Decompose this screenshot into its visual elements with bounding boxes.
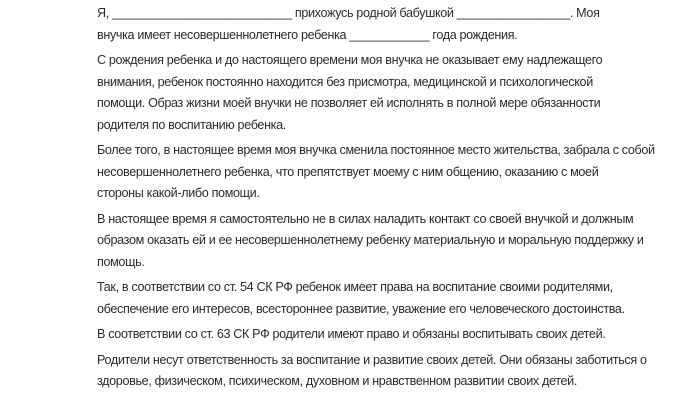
- text-line: внимания, ребенок постоянно находится без присмотра, медицинской и психологической: [97, 74, 593, 89]
- text-line: обеспечение его интересов, всестороннее развитие, уважение его человеческого достоинства.: [97, 301, 625, 316]
- text-line: Я, ___________________________ прихожусь родной бабушкой _________________. Моя: [97, 6, 600, 20]
- paragraph: [97, 50, 697, 136]
- text-line: несовершеннолетнего ребенка, что препятствует моему с ним общению, оказанию с моей: [97, 164, 599, 179]
- text-line: В настоящее время я самостоятельно не в силах наладить контакт со своей внучкой и должным: [97, 211, 634, 226]
- paragraph: [97, 324, 697, 346]
- paragraph: [97, 140, 697, 205]
- text-line: помощи. Образ жизни моей внучки не позволяет ей исполнять в полной мере обязанности: [97, 96, 601, 110]
- text-line: помощь.: [97, 254, 145, 269]
- document-text-block: [97, 3, 697, 397]
- text-line: внучка имеет несовершеннолетнего ребенка ____________ года рождения.: [97, 27, 518, 42]
- text-line: родителя по воспитанию ребенка.: [97, 117, 286, 132]
- paragraph: [97, 3, 697, 46]
- paragraph: [97, 209, 697, 274]
- paragraph: [97, 277, 697, 320]
- text-line: Более того, в настоящее время моя внучка сменила постоянное место жительства, забрала с собой: [97, 143, 655, 157]
- text-line: стороны какой-либо помощи.: [97, 186, 260, 200]
- text-line: Родители несут ответственность за воспитание и развитие своих детей. Они обязаны заботиться о: [97, 352, 647, 367]
- text-line: здоровье, физическом, психическом, духовном и нравственном развитии своих детей.: [97, 374, 577, 388]
- text-line: Так, в соответствии со ст. 54 СК РФ ребенок имеет права на воспитание своими родителями,: [97, 280, 613, 294]
- text-line: В соответствии со ст. 63 СК РФ родители имеют право и обязаны воспитывать своих детей.: [97, 327, 606, 341]
- paragraph: [97, 350, 697, 393]
- text-line: образом оказать ей и ее несовершеннолетнему ребенку материальную и моральную поддержку и: [97, 233, 644, 247]
- text-line: С рождения ребенка и до настоящего времени моя внучка не оказывает ему надлежащего: [97, 53, 603, 67]
